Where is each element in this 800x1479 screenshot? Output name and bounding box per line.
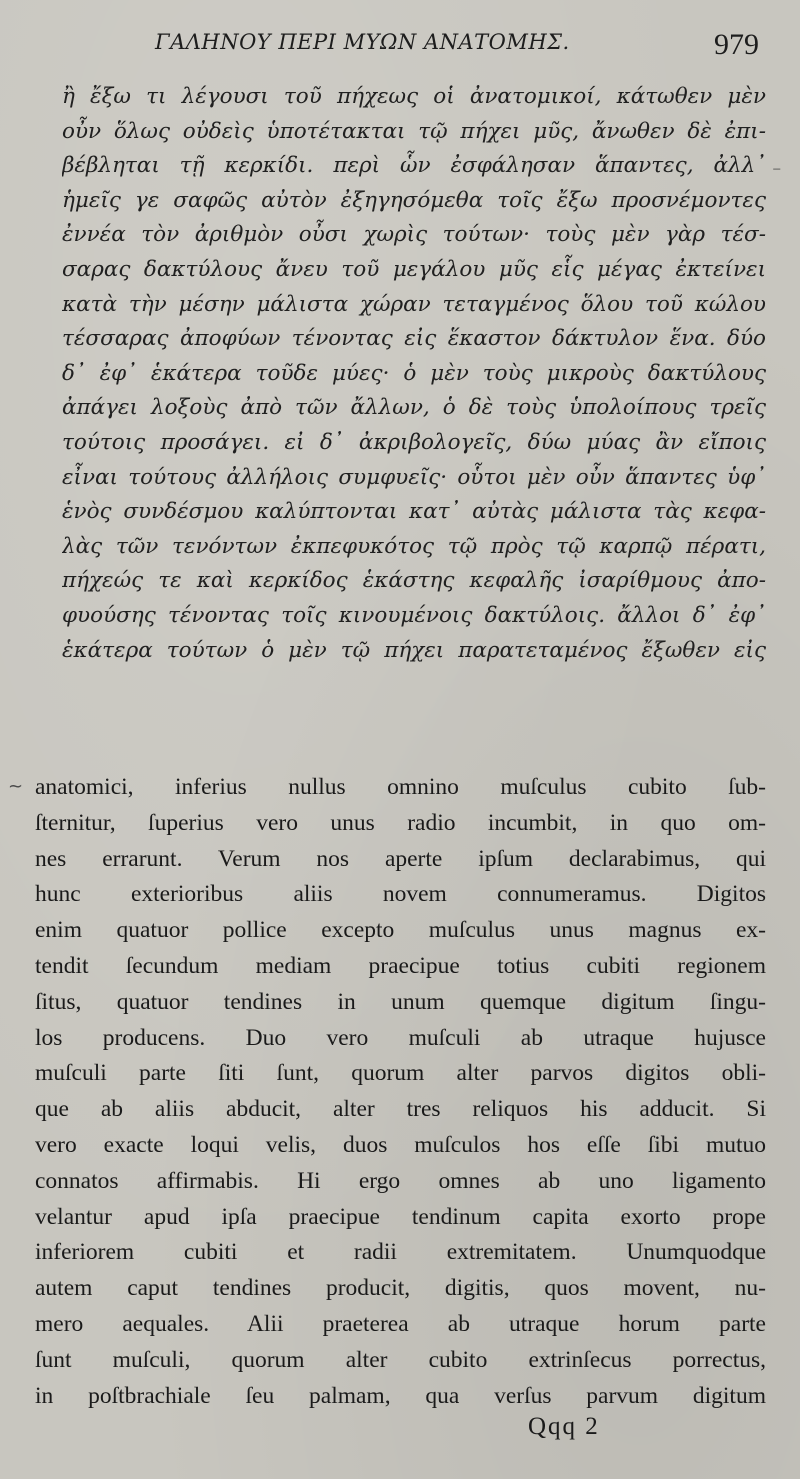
latin-line: vero exacte loqui velis, duos muſculos hos eſſe ſibi mutuo <box>35 1131 766 1158</box>
greek-line: τούτοις προσάγει. εἰ δ᾽ ἀκριβολογεῖς, δύω μύας ἂν εἴποις <box>62 429 766 455</box>
page-number: 979 <box>714 28 759 61</box>
latin-line: in poſtbrachiale ſeu palmam, qua verſus parvum digitum <box>35 1382 766 1409</box>
greek-line: εἶναι τούτους ἀλλήλοις συμφυεῖς· οὗτοι μὲν οὖν ἅπαντες ὑφ᾽ <box>62 464 766 490</box>
signature-mark: Qqq 2 <box>528 1413 600 1440</box>
latin-line: inferiorem cubiti et radii extremitatem. Unumquodque <box>35 1239 766 1266</box>
running-title: ΓΑΛΗΝΟΥ ΠΕΡΙ ΜΥΩΝ ΑΝΑΤΟΜΗΣ. <box>155 30 570 54</box>
greek-line: φυούσης τένοντας τοῖς κινουμένοις δακτύλοις. ἄλλοι δ᾽ ἐφ᾽ <box>62 602 766 628</box>
greek-text-block <box>62 80 766 668</box>
margin-mark-icon: ⁻ <box>772 162 782 183</box>
latin-line: anatomici, inferius nullus omnino muſculus cubito ſub- <box>35 774 766 800</box>
latin-line: los producens. Duo vero muſculi ab utraque hujusce <box>35 1024 766 1051</box>
latin-line: ſternitur, ſuperius vero unus radio incumbit, in quo om- <box>35 809 766 836</box>
greek-line: ἡμεῖς γε σαφῶς αὐτὸν ἐξηγησόμεθα τοῖς ἔξω προσνέμοντες <box>62 187 766 213</box>
latin-text-block <box>35 770 766 1414</box>
latin-line: connatos affirmabis. Hi ergo omnes ab uno ligamento <box>35 1167 766 1194</box>
greek-line: κατὰ τὴν μέσην μάλιστα χώραν τεταγμένος ὅλου τοῦ κώλου <box>62 291 766 317</box>
greek-line: σαρας δακτύλους ἄνευ τοῦ μεγάλου μῦς εἷς μέγας ἐκτείνει <box>62 256 766 282</box>
latin-line: nes errarunt. Verum nos aperte ipſum declarabimus, qui <box>35 845 766 872</box>
latin-line: hunc exterioribus aliis novem connumeramus. Digitos <box>35 881 766 908</box>
latin-line: velantur apud ipſa praecipue tendinum capita exorto prope <box>35 1203 766 1230</box>
latin-line: mero aequales. Alii praeterea ab utraque horum parte <box>35 1310 766 1337</box>
greek-line: πήχεώς τε καὶ κερκίδος ἑκάστης κεφαλῆς ἰσαρίθμους ἀπο- <box>62 568 766 594</box>
latin-line: enim quatuor pollice excepto muſculus unus magnus ex- <box>35 917 766 944</box>
latin-line: ſitus, quatuor tendines in unum quemque digitum ſingu- <box>35 988 766 1015</box>
latin-line: ſunt muſculi, quorum alter cubito extrinſecus porrectus, <box>35 1346 766 1373</box>
greek-line: τέσσαρας ἀποφύων τένοντας εἰς ἕκαστον δάκτυλον ἕνα. δύο <box>62 326 766 352</box>
greek-line: ἀπάγει λοξοὺς ἀπὸ τῶν ἄλλων, ὁ δὲ τοὺς ὑπολοίπους τρεῖς <box>62 395 766 421</box>
latin-line: que ab aliis abducit, alter tres reliquos his adducit. Si <box>35 1096 766 1123</box>
greek-line: λὰς τῶν τενόντων ἐκπεφυκότος τῷ πρὸς τῷ καρπῷ πέρατι, <box>62 533 766 559</box>
greek-line: ἑνὸς συνδέσμου καλύπτονται κατ᾽ αὐτὰς μάλιστα τὰς κεφα- <box>62 499 766 525</box>
latin-line: muſculi parte ſiti ſunt, quorum alter parvos digitos obli- <box>35 1060 766 1087</box>
latin-line: tendit ſecundum mediam praecipue totius cubiti regionem <box>35 952 766 979</box>
greek-line: βέβληται τῇ κερκίδι. περὶ ὧν ἐσφάλησαν ἅπαντες, ἀλλ᾽ <box>62 153 766 179</box>
page-header <box>0 28 800 68</box>
greek-line: ἐννέα τὸν ἀριθμὸν οὖσι χωρὶς τούτων· τοὺς μὲν γὰρ τέσ- <box>62 222 766 248</box>
margin-mark-icon: ~ <box>8 776 24 797</box>
latin-line: autem caput tendines producit, digitis, quos movent, nu- <box>35 1275 766 1302</box>
greek-line: ἢ ἔξω τι λέγουσι τοῦ πήχεως οἱ ἀνατομικοί, κάτωθεν μὲν <box>62 84 766 109</box>
greek-line: ἑκάτερα τούτων ὁ μὲν τῷ πήχει παρατεταμένος ἔξωθεν εἰς <box>62 637 766 663</box>
greek-line: οὖν ὅλως οὐδεὶς ὑποτέτακται τῷ πήχει μῦς, ἄνωθεν δὲ ἐπι- <box>62 118 766 144</box>
greek-line: δ᾽ ἐφ᾽ ἑκάτερα τοῦδε μύες· ὁ μὲν τοὺς μικροὺς δακτύλους <box>62 360 766 386</box>
